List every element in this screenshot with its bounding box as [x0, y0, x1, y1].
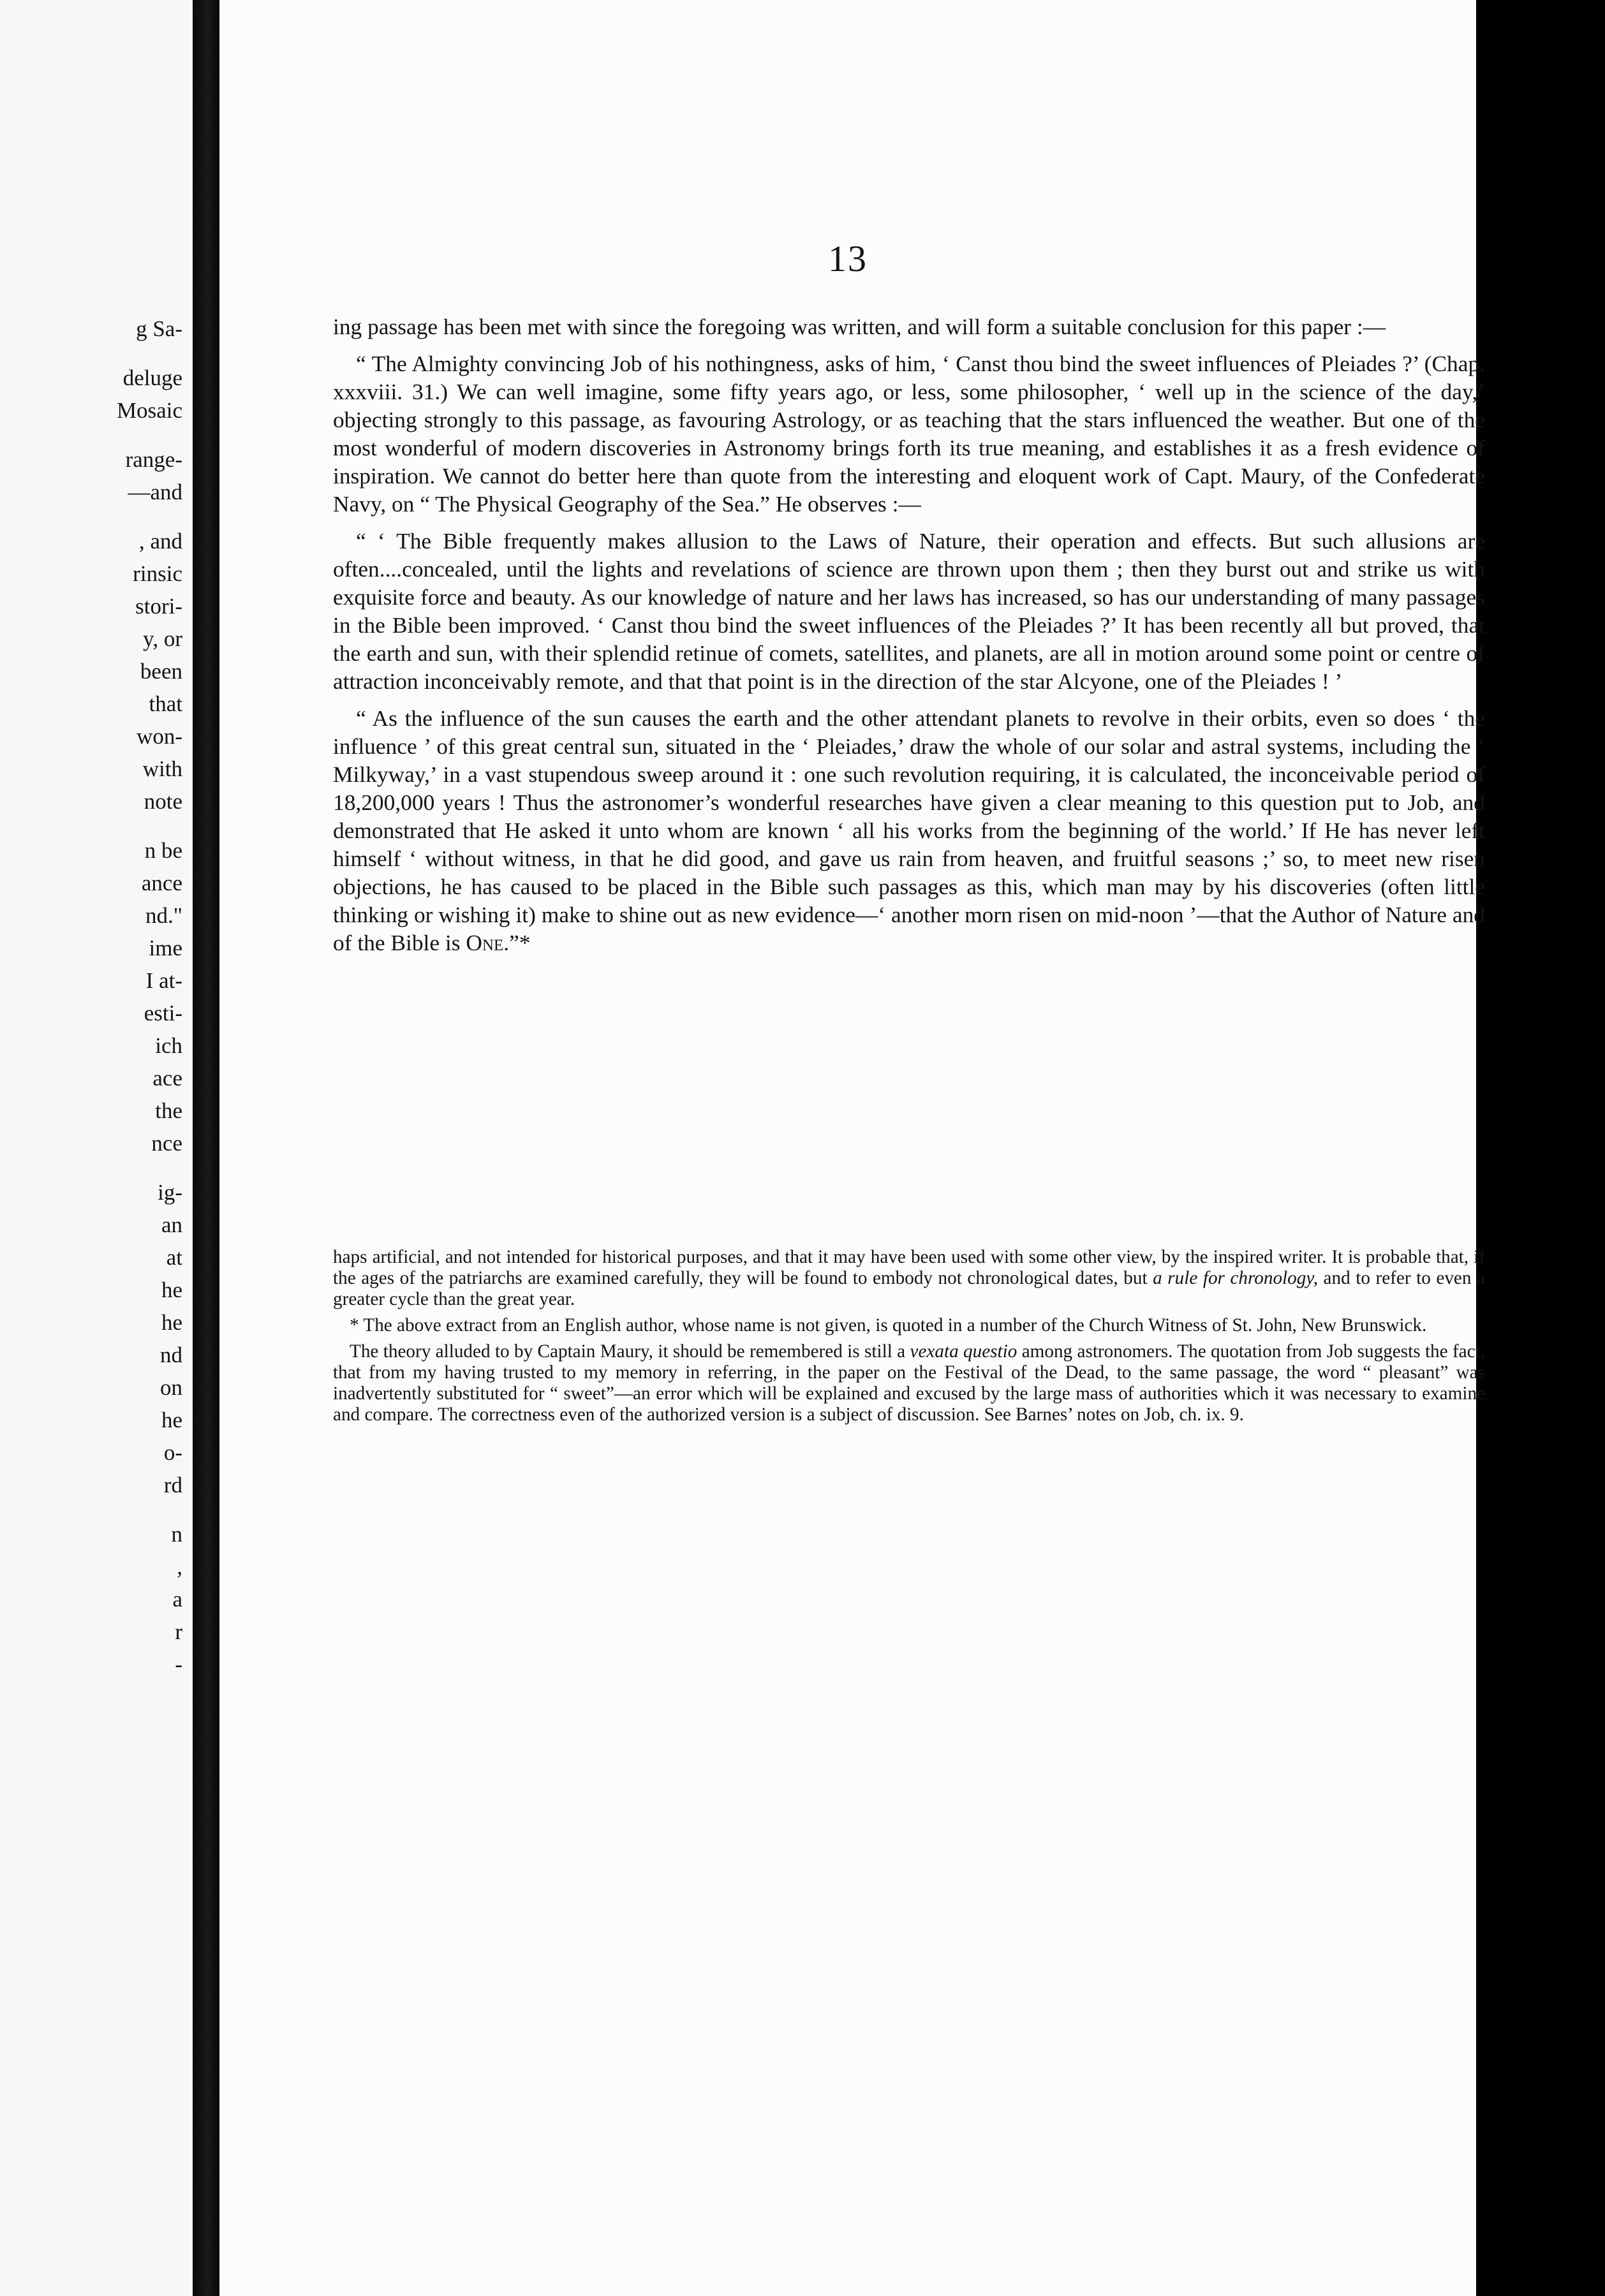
- left-fragment: —and: [128, 480, 182, 504]
- quote-paragraph-3: [333, 704, 1485, 957]
- left-fragment: g Sa-: [136, 316, 182, 341]
- quote-paragraph-2: “ ‘ The Bible frequently makes allusion to the Laws of Nature, their operation and effects. But such allusions are often....concealed, until the lights and revelations of science are thrown upon them ; then they burst out and strike us with exquisite force and beauty. As our knowledge of nature and her laws has increased, so has our understanding of many passages in the Bible been improved. ‘ Canst thou bind the sweet influences of the Pleiades ?’ It has been recently all but proved, that the earth and sun, with their splendid retinue of comets, satellites, and planets, are all in motion around some point or centre of attraction inconceivably remote, and that that point is in the direction of the star Alcyone, one of the Pleiades ! ’: [333, 528, 1485, 694]
- left-fragment: he: [161, 1310, 182, 1335]
- left-fragment: that: [149, 691, 182, 716]
- left-fragment: y, or: [143, 626, 182, 651]
- footnote-3-text: The theory alluded to by Captain Maury, it should be remembered is still a: [350, 1341, 910, 1362]
- left-fragment: esti-: [144, 1001, 182, 1026]
- left-fragment: [48, 1501, 182, 1518]
- left-fragment: nce: [151, 1131, 182, 1156]
- left-fragment: he: [161, 1408, 182, 1432]
- quote-paragraph-3-emphasis: One: [466, 930, 504, 955]
- left-fragment: rinsic: [133, 561, 182, 586]
- footnote-maury: [333, 1341, 1485, 1425]
- footnote-3-end: among astronomers. The quotation from Job suggests the fact, that from my having trusted to my memory in referring, in the paper on the Festival of the Dead, to the same passage, the word “ pleasant” was inadvertently substituted for “ sweet”—an error which will be explained and excused by the large mass of authorities which it was necessary to examine and compare. The correctness even of the authorized version is a subject of discussion. See Barnes’ notes on Job, ch. ix. 9.: [333, 1341, 1485, 1425]
- page-number: 13: [828, 238, 868, 279]
- left-fragment: on: [160, 1375, 182, 1400]
- left-fragment: deluge: [122, 365, 182, 390]
- footnote-3-italic: vexata questio: [910, 1341, 1017, 1362]
- left-fragment: r: [175, 1619, 182, 1644]
- left-fragment: n be: [144, 838, 182, 863]
- left-fragment: been: [140, 659, 182, 684]
- left-fragment: n: [171, 1522, 182, 1547]
- left-fragment: range-: [125, 447, 182, 472]
- left-fragment: -: [175, 1652, 182, 1677]
- footnote-1-end: and to refer to even a greater cycle than the great year.: [333, 1268, 1485, 1309]
- footnote-continued: [333, 1247, 1485, 1310]
- left-fragment: nd.": [145, 903, 182, 928]
- left-fragment: ime: [149, 936, 182, 960]
- left-fragment: note: [144, 789, 182, 814]
- left-fragment: , and: [138, 529, 182, 554]
- left-fragment: ance: [141, 871, 182, 895]
- right-page: [219, 0, 1485, 2296]
- left-fragment: I at-: [145, 968, 182, 993]
- left-fragment: a: [172, 1587, 182, 1612]
- left-fragment: ig-: [158, 1180, 182, 1205]
- left-fragment: at: [166, 1245, 182, 1270]
- left-fragment: an: [161, 1212, 182, 1237]
- left-fragment: [48, 345, 182, 362]
- left-fragment: he: [161, 1277, 182, 1302]
- left-fragment: Mosaic: [116, 398, 182, 423]
- left-fragment: [48, 508, 182, 525]
- left-fragment: ace: [152, 1066, 182, 1091]
- footnote-1-text: haps artificial, and not intended for historical purposes, and that it may have been used with some other view, by the inspired writer. It is probable that, if the ages of the patriarchs are examined carefully, they will be found to embody not chronological dates, but: [333, 1247, 1485, 1288]
- left-facing-page: [0, 0, 193, 2296]
- footnote-1-italic: a rule for chronology,: [1153, 1268, 1318, 1288]
- opening-paragraph: ing passage has been met with since the foregoing was written, and will form a suitable conclusion for this paper :—: [333, 314, 1386, 339]
- left-fragment: ,: [177, 1554, 182, 1579]
- left-fragment: [48, 818, 182, 834]
- left-fragment: o-: [163, 1440, 182, 1465]
- quote-paragraph-3-footnote-mark: .”*: [503, 930, 531, 955]
- footnotes: [333, 1247, 1485, 1431]
- left-fragment: the: [155, 1098, 182, 1123]
- left-fragment: [48, 1159, 182, 1176]
- quote-paragraph-1: “ The Almighty convincing Job of his nothingness, asks of him, ‘ Canst thou bind the sweet influences of Pleiades ?’ (Chap. xxxviii. 31.) We can well imagine, some fifty years ago, or less, some philosopher, ‘ well up in the science of the day,’ objecting strongly to this passage, as favouring Astrology, or as teaching that the stars influenced the weather. But one of the most wonderful of modern discoveries in Astronomy brings forth its true meaning, and establishes it as a fresh evidence of inspiration. We cannot do better here than quote from the interesting and eloquent work of Capt. Maury, of the Confederate Navy, on “ The Physical Geography of the Sea.” He observes :—: [333, 351, 1485, 517]
- left-fragment: nd: [160, 1343, 182, 1367]
- left-fragment: ich: [155, 1033, 182, 1058]
- main-text: [333, 313, 1485, 966]
- left-fragment: won-: [137, 724, 182, 749]
- left-fragment: stori-: [135, 594, 182, 619]
- quote-paragraph-3-text: “ As the influence of the sun causes the earth and the other attendant planets to revolve in their orbits, even so does ‘ the influence ’ of this great central sun, situated in the ‘ Pleiades,’ draw the whole of our solar and astral systems, including the ‘ Milkyway,’ in a vast stupendous sweep around it : one such revolution requiring, it is calculated, the inconceivable period of 18,200,000 years ! Thus the astronomer’s wonderful researches have given a clear meaning to this question put to Job, and demonstrated that He asked it unto whom are known ‘ all his works from the beginning of the world.’ If He has never left himself ‘ without witness, in that he did good, and gave us rain from heaven, and fruitful seasons ;’ so, to meet new risen objections, he has caused to be placed in the Bible such passages as this, which man may by his discoveries (often little thinking or wishing it) make to shine out as new evidence—‘ another morn risen on mid-noon ’—that the Author of Nature and of the Bible is: [333, 705, 1485, 955]
- book-gutter: [193, 0, 219, 2296]
- left-page-text-fragments: [48, 313, 182, 1681]
- footnote-star: * The above extract from an English author, whose name is not given, is quoted in a number of the Church Witness of St. John, New Brunswick.: [350, 1315, 1427, 1336]
- left-fragment: [48, 427, 182, 443]
- left-fragment: rd: [163, 1473, 182, 1498]
- left-fragment: with: [142, 756, 182, 781]
